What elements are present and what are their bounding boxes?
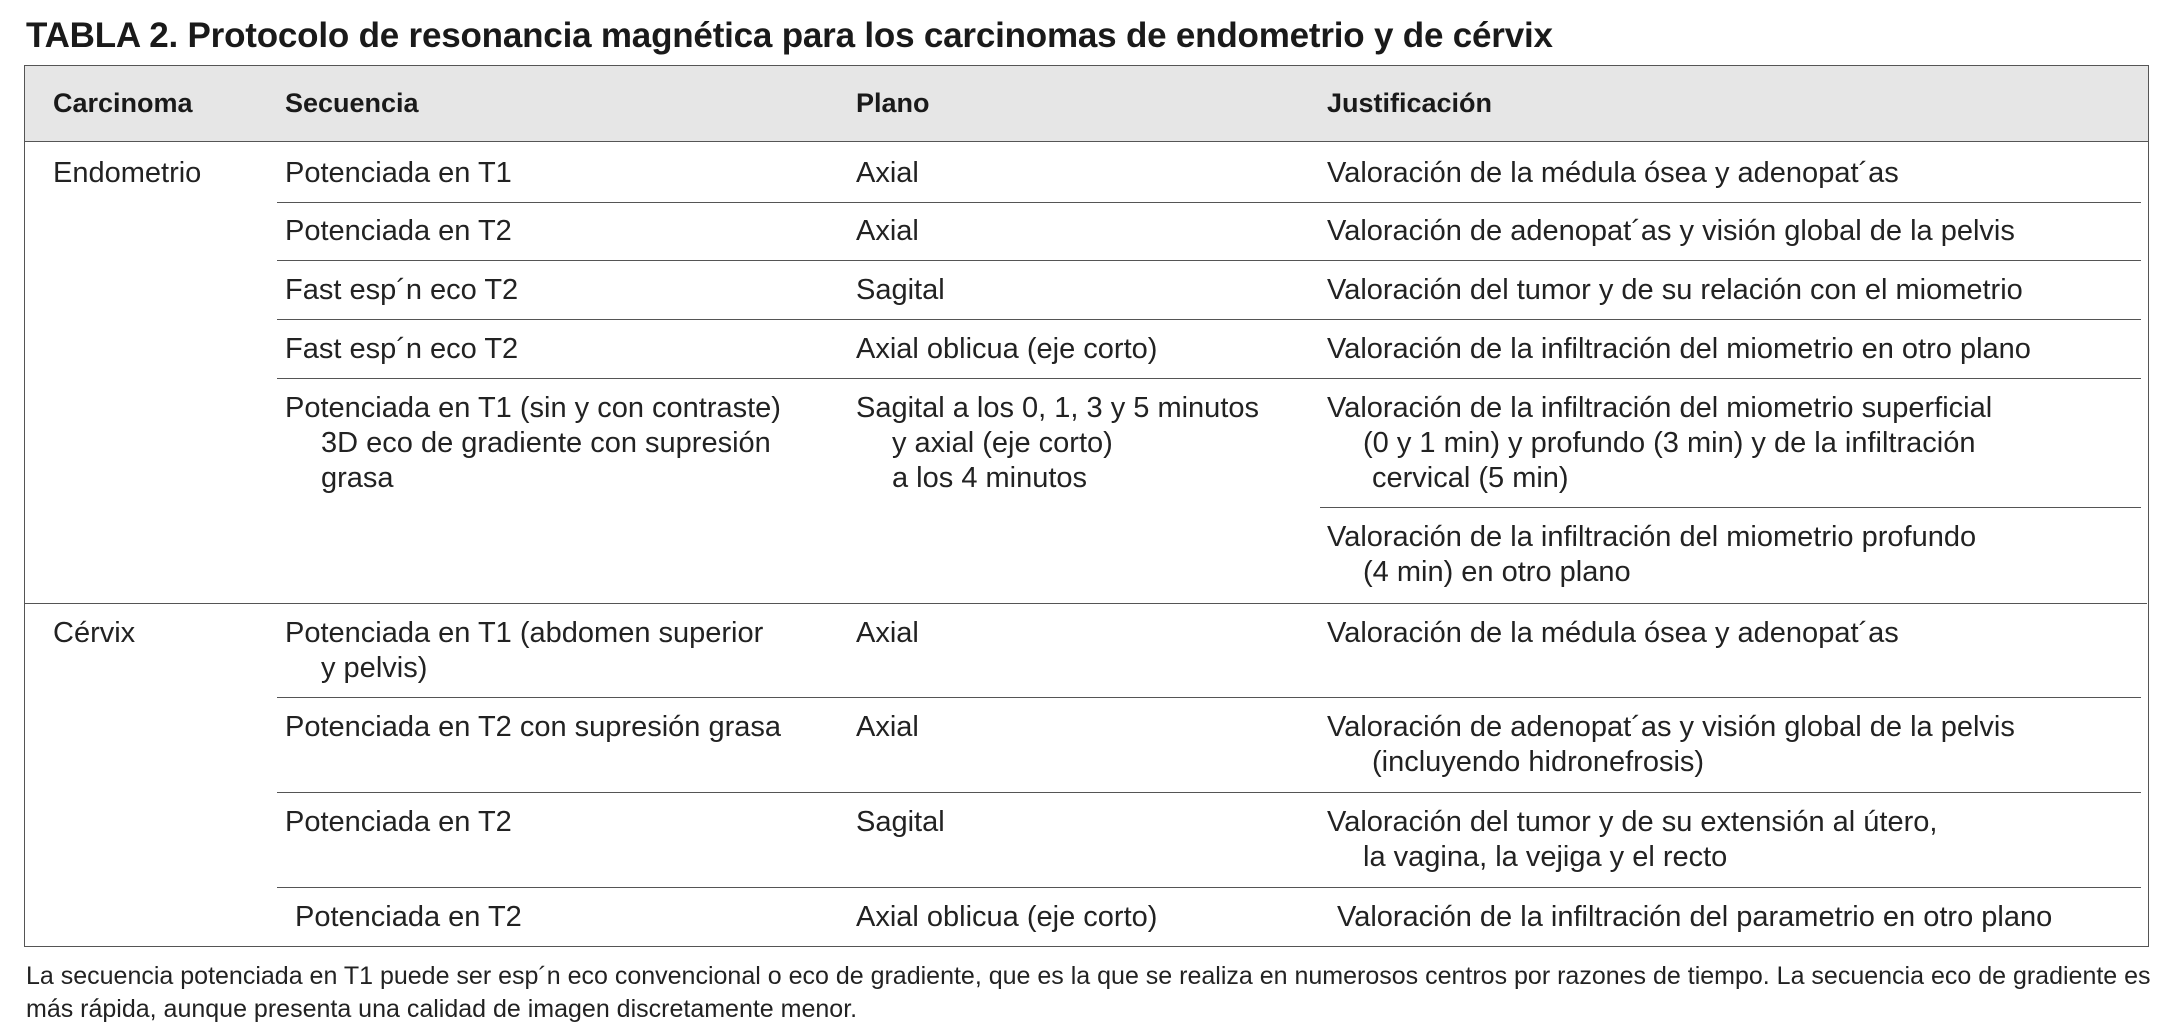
row-4-justificacion-line-1: Valoración de la infiltración del miometrio superficial xyxy=(1327,392,1993,424)
row-4-plano xyxy=(856,391,1259,496)
row-0-secuencia: Potenciada en T1 xyxy=(285,157,512,189)
row-4-plano-line-2: y axial (eje corto) xyxy=(892,427,1113,459)
row-3-secuencia: Fast esp´n eco T2 xyxy=(285,333,519,365)
row-4-secuencia xyxy=(285,391,781,496)
row-divider xyxy=(277,260,2141,261)
row-divider xyxy=(1320,507,2141,508)
row-4-plano-line-1: Sagital a los 0, 1, 3 y 5 minutos xyxy=(856,392,1259,424)
row-4b-justificacion-line-2: (4 min) en otro plano xyxy=(1363,556,1631,588)
row-6-justificacion-line-1: Valoración de adenopat´as y visión global de la pelvis xyxy=(1327,711,2015,743)
row-7-plano: Sagital xyxy=(856,806,945,838)
row-4-secuencia-line-3: grasa xyxy=(321,462,394,494)
row-4b-justificacion xyxy=(1327,520,1976,590)
row-4-justificacion-line-2: (0 y 1 min) y profundo (3 min) y de la infiltración xyxy=(1363,427,1976,459)
row-6-secuencia: Potenciada en T2 con supresión grasa xyxy=(285,711,782,743)
row-4-secuencia-line-2: 3D eco de gradiente con supresión xyxy=(321,427,771,459)
table-title: TABLA 2. Protocolo de resonancia magnética para los carcinomas de endometrio y de cérvix xyxy=(26,16,1553,55)
row-7-secuencia: Potenciada en T2 xyxy=(285,806,512,838)
carcinoma-endometrio: Endometrio xyxy=(53,157,202,189)
row-8-plano: Axial oblicua (eje corto) xyxy=(856,901,1158,933)
table-footnote: La secuencia potenciada en T1 puede ser esp´n eco convencional o eco de gradiente, que es la que se realiza en numerosos centros por razones de tiempo. La secuencia eco de gradiente es más rápida, aunque presenta una calidad de imagen discretamente menor. xyxy=(26,962,2151,1023)
header-secuencia: Secuencia xyxy=(285,88,419,118)
row-6-justificacion xyxy=(1327,710,2015,780)
row-2-plano: Sagital xyxy=(856,274,945,306)
row-0-plano: Axial xyxy=(856,157,919,189)
row-5-plano: Axial xyxy=(856,617,919,649)
row-4-justificacion-line-3: cervical (5 min) xyxy=(1372,462,1569,494)
row-7-justificacion-line-2: la vagina, la vejiga y el recto xyxy=(1363,841,1728,873)
header-carcinoma: Carcinoma xyxy=(53,88,193,118)
row-1-plano: Axial xyxy=(856,215,919,247)
row-5-secuencia xyxy=(285,616,763,686)
row-1-justificacion: Valoración de adenopat´as y visión global de la pelvis xyxy=(1327,215,2015,247)
row-4-secuencia-line-1: Potenciada en T1 (sin y con contraste) xyxy=(285,392,781,424)
row-4-plano-line-3: a los 4 minutos xyxy=(892,462,1088,494)
row-divider xyxy=(277,792,2141,793)
row-5-secuencia-line-1: Potenciada en T1 (abdomen superior xyxy=(285,617,764,649)
row-4-justificacion xyxy=(1327,391,1992,496)
row-6-justificacion-line-2: (incluyendo hidronefrosis) xyxy=(1372,746,1705,778)
row-4b-justificacion-line-1: Valoración de la infiltración del miometrio profundo xyxy=(1327,521,1977,553)
row-8-justificacion: Valoración de la infiltración del parametrio en otro plano xyxy=(1337,901,2053,933)
row-2-justificacion: Valoración del tumor y de su relación con el miometrio xyxy=(1327,274,2023,306)
row-divider xyxy=(277,697,2141,698)
row-2-secuencia: Fast esp´n eco T2 xyxy=(285,274,519,306)
row-1-secuencia: Potenciada en T2 xyxy=(285,215,512,247)
row-5-justificacion: Valoración de la médula ósea y adenopat´as xyxy=(1327,617,1899,649)
row-divider xyxy=(277,378,2141,379)
row-7-justificacion xyxy=(1327,805,1937,875)
section-divider xyxy=(25,603,2147,604)
row-6-plano: Axial xyxy=(856,711,919,743)
table xyxy=(24,65,2149,947)
row-0-justificacion: Valoración de la médula ósea y adenopat´as xyxy=(1327,157,1899,189)
row-divider xyxy=(277,319,2141,320)
row-3-plano: Axial oblicua (eje corto) xyxy=(856,333,1158,365)
row-divider xyxy=(277,202,2141,203)
row-3-justificacion: Valoración de la infiltración del miometrio en otro plano xyxy=(1327,333,2031,365)
row-7-justificacion-line-1: Valoración del tumor y de su extensión al útero, xyxy=(1327,806,1938,838)
row-divider xyxy=(277,887,2141,888)
table-header xyxy=(25,66,2148,142)
row-5-secuencia-line-2: y pelvis) xyxy=(321,652,428,684)
header-justificacion: Justificación xyxy=(1327,88,1493,118)
header-plano: Plano xyxy=(856,88,930,118)
carcinoma-cervix: Cérvix xyxy=(53,617,136,649)
row-8-secuencia: Potenciada en T2 xyxy=(295,901,522,933)
